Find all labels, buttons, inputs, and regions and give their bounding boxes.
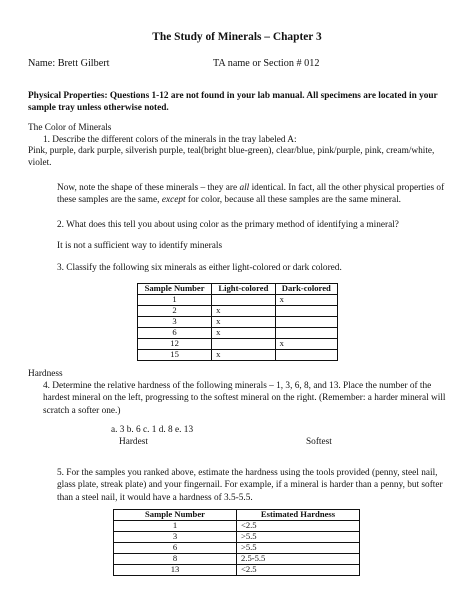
sample-number: 6 bbox=[114, 543, 237, 554]
hardness-table bbox=[113, 509, 360, 576]
shape-note bbox=[57, 182, 453, 207]
note-text: Now, note the shape of these minerals – they are bbox=[57, 183, 240, 193]
page-title: The Study of Minerals – Chapter 3 bbox=[152, 31, 322, 43]
sample-number: 2 bbox=[138, 306, 212, 317]
table-row bbox=[114, 521, 360, 532]
sample-number: 6 bbox=[138, 328, 212, 339]
estimated-hardness: 2.5-5.5 bbox=[237, 554, 360, 565]
table-row bbox=[138, 317, 338, 328]
table-header-row bbox=[138, 284, 338, 295]
table-row bbox=[114, 543, 360, 554]
note-emphasis-except: except bbox=[161, 195, 186, 206]
dark-colored-cell: x bbox=[275, 295, 337, 306]
estimated-hardness: >5.5 bbox=[237, 543, 360, 554]
light-colored-cell: x bbox=[212, 350, 275, 361]
table-row bbox=[114, 565, 360, 576]
hardest-label: Hardest bbox=[119, 437, 148, 447]
sample-number: 13 bbox=[114, 565, 237, 576]
note-text: for color, because all these samples are the same mineral. bbox=[185, 195, 401, 206]
table-row bbox=[138, 328, 338, 339]
sample-number: 1 bbox=[138, 295, 212, 306]
sample-number: 3 bbox=[138, 317, 212, 328]
light-colored-cell: x bbox=[212, 328, 275, 339]
column-header: Sample Number bbox=[138, 284, 212, 295]
dark-colored-cell: x bbox=[275, 339, 337, 350]
table-header-row bbox=[114, 510, 360, 521]
note-text: identical. In fact, all the other physical properties of these samples are the same, bbox=[57, 183, 445, 206]
dark-colored-cell bbox=[275, 317, 337, 328]
sample-number: 12 bbox=[138, 339, 212, 350]
sample-number: 3 bbox=[114, 532, 237, 543]
question-5: 5. For the samples you ranked above, estimate the hardness using the tools provided (penny, steel nail, glass plate, streak plate) and your fingernail. For example, if a mineral is harder than a penny, but softer than a steel nail, it would have a hardness of 3.5-5.5. bbox=[57, 468, 443, 503]
table-row bbox=[114, 532, 360, 543]
classification-table bbox=[137, 283, 338, 361]
table-row bbox=[138, 350, 338, 361]
sample-number: 8 bbox=[114, 554, 237, 565]
question-3: 3. Classify the following six minerals as either light-colored or dark colored. bbox=[57, 263, 342, 273]
table-row bbox=[138, 295, 338, 306]
column-header: Estimated Hardness bbox=[237, 510, 360, 521]
column-header: Sample Number bbox=[114, 510, 237, 521]
estimated-hardness: <2.5 bbox=[237, 565, 360, 576]
table-row bbox=[114, 554, 360, 565]
light-colored-cell: x bbox=[212, 317, 275, 328]
column-header: Dark-colored bbox=[275, 284, 337, 295]
answer-1: Pink, purple, dark purple, silverish purple, teal(bright blue-green), clear/blue, pink/purple, pink, cream/white, violet. bbox=[28, 146, 435, 169]
dark-colored-cell bbox=[275, 350, 337, 361]
answer-2: It is not a sufficient way to identify minerals bbox=[57, 241, 223, 251]
note-emphasis-all: all bbox=[239, 183, 250, 193]
intro-instructions: Physical Properties: Questions 1-12 are not found in your lab manual. All specimens are located in your sample tray unless otherwise noted. bbox=[28, 91, 438, 114]
table-row bbox=[138, 339, 338, 350]
estimated-hardness: >5.5 bbox=[237, 532, 360, 543]
light-colored-cell: x bbox=[212, 306, 275, 317]
question-2: 2. What does this tell you about using color as the primary method of identifying a mineral? bbox=[57, 220, 399, 230]
student-name: Name: Brett Gilbert bbox=[28, 58, 110, 69]
dark-colored-cell bbox=[275, 306, 337, 317]
light-colored-cell bbox=[212, 295, 275, 306]
column-header: Light-colored bbox=[212, 284, 275, 295]
table-row bbox=[138, 306, 338, 317]
ta-section: TA name or Section # 012 bbox=[213, 58, 320, 69]
sample-number: 15 bbox=[138, 350, 212, 361]
hardness-heading: Hardness bbox=[28, 369, 63, 379]
light-colored-cell bbox=[212, 339, 275, 350]
hardness-order: a. 3 b. 6 c. 1 d. 8 e. 13 bbox=[111, 425, 194, 435]
estimated-hardness: <2.5 bbox=[237, 521, 360, 532]
dark-colored-cell bbox=[275, 328, 337, 339]
question-1: 1. Describe the different colors of the minerals in the tray labeled A: bbox=[43, 135, 297, 145]
question-4: 4. Determine the relative hardness of the following minerals – 1, 3, 6, 8, and 13. Place the number of the hardest mineral on the left, progressing to the softest mineral on the right. (Remember: a harder mineral will scratch a softer one.) bbox=[43, 381, 446, 416]
sample-number: 1 bbox=[114, 521, 237, 532]
softest-label: Softest bbox=[306, 437, 332, 447]
color-heading: The Color of Minerals bbox=[28, 123, 112, 133]
